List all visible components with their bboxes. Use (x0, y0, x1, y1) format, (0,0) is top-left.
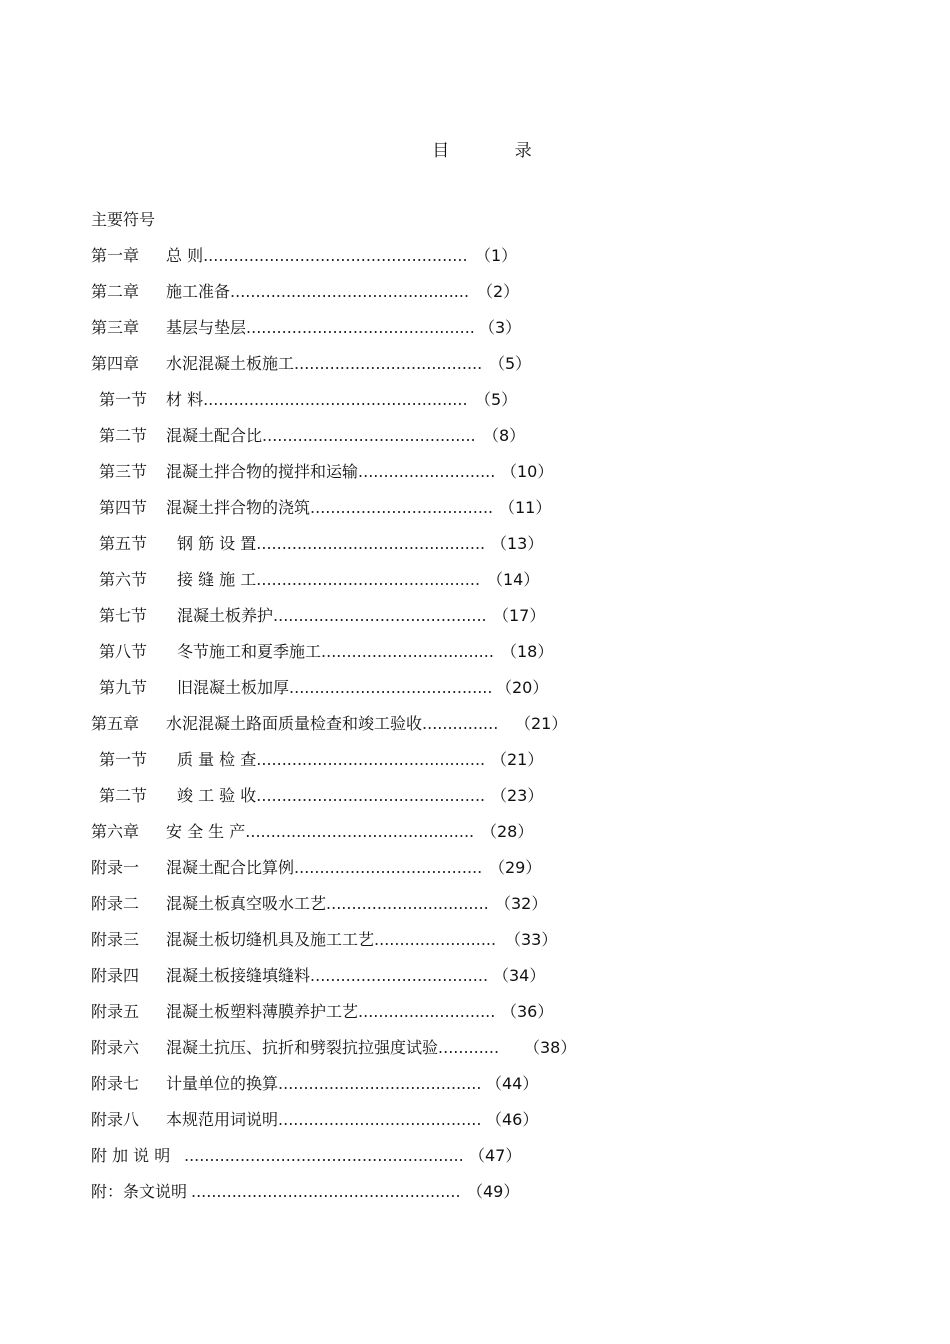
toc-entry-leader-dots: ........................................ (289, 678, 493, 697)
toc-entry-title (166, 276, 469, 308)
toc-entry-leader-dots: ............................................. (245, 822, 475, 841)
toc-entry-page-number: （49） (467, 1182, 520, 1201)
toc-entry-number: 附录七 (91, 1074, 140, 1093)
toc-entry-page-number: （33） (505, 930, 558, 949)
toc-entry-text: 旧混凝土板加厚 (177, 678, 290, 697)
toc-entry-text: 竣 工 验 收 (177, 786, 257, 805)
toc-entry-leader-dots: .................................... (310, 498, 494, 517)
toc-entry-title (177, 744, 485, 776)
toc-entry-leader-dots: ..................................... (294, 858, 483, 877)
toc-entry-number: 附录五 (91, 1002, 140, 1021)
toc-entry-number: 第一章 (91, 246, 140, 265)
toc-entry-text: 混凝土板塑料薄膜养护工艺 (166, 1002, 359, 1021)
toc-entry-number: 第一节 (99, 390, 148, 409)
toc-entry-page-number: （8） (483, 426, 526, 445)
toc-entry-leader-dots: ............................................... (230, 282, 470, 301)
toc-entry-number: 附：条文说明 (91, 1182, 188, 1201)
toc-entry-page-number: （36） (501, 1002, 554, 1021)
toc-entry-number: 第五节 (99, 534, 148, 553)
toc-entry-leader-dots: ............................................. (256, 786, 486, 805)
toc-entry-number: 附录一 (91, 858, 140, 877)
toc-entry-number: 第二节 (99, 426, 148, 445)
toc-entry-title (166, 348, 482, 380)
toc-entry-text: 安 全 生 产 (166, 822, 246, 841)
toc-entry-leader-dots: ..................................................... (191, 1182, 461, 1201)
toc-entry-page-number: （32） (495, 894, 548, 913)
toc-entry-leader-dots: .................................. (321, 642, 494, 661)
toc-entry-leader-dots: ............... (422, 714, 499, 733)
toc-entry-leader-dots: ............................................ (256, 570, 481, 589)
toc-entry-number: 附录三 (91, 930, 140, 949)
toc-entry-title (166, 384, 468, 416)
toc-entry-page-number: （38） (524, 1038, 577, 1057)
toc-entry-text: 混凝土配合比算例 (166, 858, 295, 877)
toc-entry-title (177, 636, 494, 668)
toc-entry-title (177, 780, 485, 812)
toc-entry-leader-dots: ..................................... (294, 354, 483, 373)
toc-entry-title (166, 492, 493, 524)
toc-entry-page-number: （5） (489, 354, 532, 373)
toc-entry-title (166, 888, 489, 920)
toc-entry-number: 附 加 说 明 (91, 1146, 171, 1165)
toc-entry-leader-dots: ........................................ (278, 1074, 482, 1093)
toc-entry-leader-dots: ....................................................... (184, 1146, 464, 1165)
toc-entry-page-number: （23） (491, 786, 544, 805)
toc-entry-text: 本规范用词说明 (166, 1110, 279, 1129)
toc-entry-number: 第八节 (99, 642, 148, 661)
toc-entry-text: 接 缝 施 工 (177, 570, 257, 589)
toc-entry-text: 施工准备 (166, 282, 231, 301)
toc-entry-title (166, 708, 498, 740)
toc-entry-leader-dots: ........................ (374, 930, 497, 949)
toc-entry-text: 计量单位的换算 (166, 1074, 279, 1093)
toc-entry-text: 冬节施工和夏季施工 (177, 642, 322, 661)
toc-entry-number: 第五章 (91, 714, 140, 733)
toc-entry-title (166, 312, 475, 344)
toc-entry-text: 水泥混凝土板施工 (166, 354, 295, 373)
toc-entry-title (166, 420, 476, 452)
toc-entry-number: 主要符号 (91, 210, 156, 229)
toc-entry-page-number: （29） (489, 858, 542, 877)
toc-entry-number: 第四章 (91, 354, 140, 373)
toc-entry-text: 质 量 检 查 (177, 750, 257, 769)
toc-entry-leader-dots: ........................... (358, 1002, 496, 1021)
toc-entry-text: 钢 筋 设 置 (177, 534, 257, 553)
toc-entry-title (166, 816, 474, 848)
toc-entry-text: 基层与垫层 (166, 318, 247, 337)
toc-entry-page-number: （2） (477, 282, 520, 301)
toc-entry-number: 第九节 (99, 678, 148, 697)
toc-entry-page-number: （5） (475, 390, 518, 409)
toc-entry-page-number: （10） (501, 462, 554, 481)
toc-entry-leader-dots: .......................................... (273, 606, 487, 625)
toc-entry-title (166, 240, 468, 272)
toc-entry-title (166, 1104, 481, 1136)
toc-entry-title (177, 528, 485, 560)
toc-entry-number: 第四节 (99, 498, 148, 517)
toc-entry-page-number: （1） (475, 246, 518, 265)
toc-entry-title (191, 1176, 461, 1208)
toc-entry-leader-dots: ........................................ (278, 1110, 482, 1129)
toc-entry-title (166, 1032, 499, 1064)
toc-entry-text: 混凝土拌合物的搅拌和运输 (166, 462, 359, 481)
toc-entry-number: 附录二 (91, 894, 140, 913)
toc-entry-number: 第二章 (91, 282, 140, 301)
toc-entry-number: 第三节 (99, 462, 148, 481)
toc-entry-text: 混凝土抗压、抗折和劈裂抗拉强度试验 (166, 1038, 439, 1057)
toc-entry-number: 第七节 (99, 606, 148, 625)
toc-entry-number: 附录四 (91, 966, 140, 985)
toc-entry-page-number: （21） (515, 714, 568, 733)
toc-entry-title (177, 564, 480, 596)
toc-entry-text: 材 料 (166, 390, 204, 409)
toc-entry-title (184, 1140, 464, 1172)
toc-entry-number: 第二节 (99, 786, 148, 805)
toc-entry-title (177, 672, 492, 704)
toc-entry-page-number: （11） (499, 498, 552, 517)
toc-entry-page-number: （34） (493, 966, 546, 985)
toc-entry-leader-dots: ................................ (326, 894, 489, 913)
toc-entry-number: 第三章 (91, 318, 140, 337)
toc-entry-page-number: （14） (487, 570, 540, 589)
toc-entry-leader-dots: .......................................... (262, 426, 476, 445)
toc-entry-number: 附录八 (91, 1110, 140, 1129)
toc-entry-title (166, 960, 488, 992)
toc-entry-title (166, 852, 482, 884)
toc-entry-number: 第六章 (91, 822, 140, 841)
toc-entry-page-number: （28） (481, 822, 534, 841)
toc-entry-page-number: （21） (491, 750, 544, 769)
toc-entry-leader-dots: ........................... (358, 462, 496, 481)
toc-entry-number: 第六节 (99, 570, 148, 589)
page-title: 目 录 (432, 141, 562, 161)
toc-entry-page-number: （13） (491, 534, 544, 553)
toc-entry-page-number: （20） (496, 678, 549, 697)
toc-entry-page-number: （44） (486, 1074, 539, 1093)
toc-entry-leader-dots: ............ (438, 1038, 500, 1057)
toc-entry-number: 附录六 (91, 1038, 140, 1057)
toc-entry-leader-dots: .................................................... (203, 390, 468, 409)
toc-entry-text: 总 则 (166, 246, 204, 265)
toc-entry-leader-dots: ............................................. (256, 750, 486, 769)
toc-entry-title (166, 924, 496, 956)
toc-entry-leader-dots: ................................... (310, 966, 489, 985)
toc-entry-text: 混凝土板切缝机具及施工工艺 (166, 930, 375, 949)
toc-entry-text: 混凝土拌合物的浇筑 (166, 498, 311, 517)
toc-entry-text: 混凝土板接缝填缝料 (166, 966, 311, 985)
toc-entry-title (166, 996, 495, 1028)
toc-entry-title (166, 456, 495, 488)
toc-entry-number: 第一节 (99, 750, 148, 769)
toc-entry-leader-dots: ............................................. (246, 318, 475, 337)
toc-entry-text: 混凝土板养护 (177, 606, 274, 625)
toc-entry-page-number: （47） (469, 1146, 522, 1165)
toc-entry-page-number: （46） (486, 1110, 539, 1129)
toc-entry-title (166, 1068, 481, 1100)
toc-entry-title (177, 600, 487, 632)
toc-entry-text: 混凝土配合比 (166, 426, 263, 445)
toc-entry-leader-dots: ............................................. (256, 534, 486, 553)
toc-entry-page-number: （17） (493, 606, 546, 625)
toc-entry-page-number: （18） (501, 642, 554, 661)
toc-entry-text: 混凝土板真空吸水工艺 (166, 894, 327, 913)
toc-entry-leader-dots: .................................................... (203, 246, 468, 265)
toc-entry-text: 水泥混凝土路面质量检查和竣工验收 (166, 714, 423, 733)
toc-entry-page-number: （3） (479, 318, 522, 337)
